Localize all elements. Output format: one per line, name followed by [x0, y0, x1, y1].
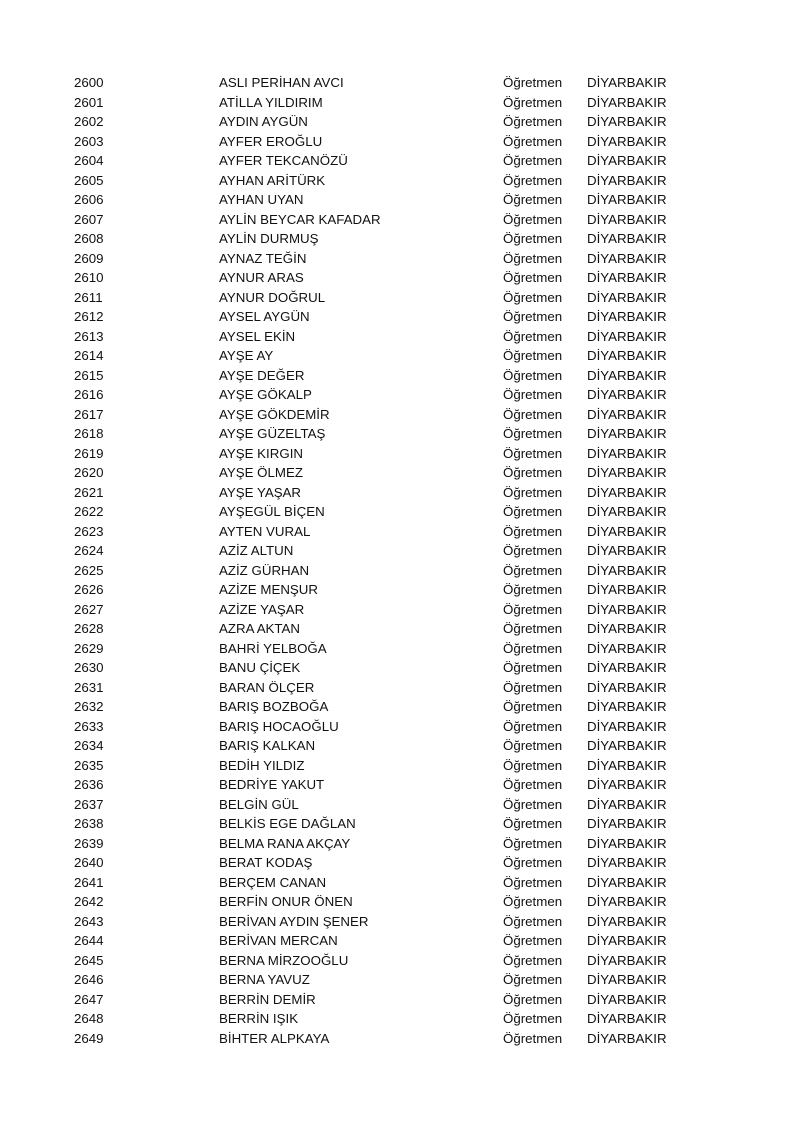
city-label: DİYARBAKIR	[587, 192, 667, 207]
list-row	[0, 229, 800, 249]
list-row	[0, 249, 800, 269]
row-number: 2612	[74, 309, 104, 324]
role-label: Öğretmen	[503, 94, 563, 110]
list-row	[0, 522, 800, 542]
role-label: Öğretmen	[503, 601, 563, 617]
city-label: DİYARBAKIR	[587, 660, 667, 675]
person-name: BERRİN DEMİR	[219, 991, 316, 1007]
list-row	[0, 814, 800, 834]
person-name: AYNUR ARAS	[219, 270, 304, 285]
person-name: AYŞEGÜL BİÇEN	[219, 504, 325, 519]
person-name: ASLI PERİHAN AVCI	[219, 75, 344, 90]
person-name: AYSEL EKİN	[219, 328, 296, 344]
row-number: 2646	[74, 972, 104, 987]
person-name: AYLİN DURMUŞ	[219, 231, 319, 246]
row-number: 2640	[74, 855, 104, 870]
row-number: 2648	[74, 1011, 104, 1026]
role-label: Öğretmen	[503, 367, 563, 383]
role-label: Öğretmen	[503, 621, 563, 636]
person-name: AYŞE DEĞER	[219, 367, 305, 383]
list-row	[0, 931, 800, 951]
role-label: Öğretmen	[503, 952, 563, 968]
city-label: DİYARBAKIR	[587, 835, 667, 851]
person-name: AYNAZ TEĞİN	[219, 250, 307, 266]
person-name: BAHRİ YELBOĞA	[219, 640, 327, 656]
person-name: AYŞE GÖKALP	[219, 387, 312, 402]
row-number: 2615	[74, 367, 104, 383]
row-number: 2632	[74, 699, 104, 714]
city-label: DİYARBAKIR	[587, 913, 667, 929]
person-name: AYŞE GÜZELTAŞ	[219, 426, 326, 441]
row-number: 2604	[74, 153, 104, 168]
city-label: DİYARBAKIR	[587, 679, 667, 695]
role-label: Öğretmen	[503, 270, 563, 285]
city-label: DİYARBAKIR	[587, 601, 667, 617]
list-row	[0, 132, 800, 152]
row-number: 2634	[74, 738, 104, 753]
row-number: 2605	[74, 172, 104, 188]
role-label: Öğretmen	[503, 289, 563, 305]
row-number: 2630	[74, 660, 104, 675]
role-label: Öğretmen	[503, 309, 563, 324]
city-label: DİYARBAKIR	[587, 133, 667, 149]
city-label: DİYARBAKIR	[587, 640, 667, 656]
list-row	[0, 970, 800, 990]
person-name: BERÇEM CANAN	[219, 874, 327, 890]
list-row	[0, 346, 800, 366]
role-label: Öğretmen	[503, 582, 563, 597]
role-label: Öğretmen	[503, 211, 563, 227]
city-label: DİYARBAKIR	[587, 328, 667, 344]
role-label: Öğretmen	[503, 562, 563, 578]
city-label: DİYARBAKIR	[587, 406, 667, 422]
person-name: BELMA RANA AKÇAY	[219, 835, 351, 851]
city-label: DİYARBAKIR	[587, 1011, 667, 1026]
role-label: Öğretmen	[503, 1011, 563, 1026]
role-label: Öğretmen	[503, 328, 563, 344]
city-label: DİYARBAKIR	[587, 484, 667, 500]
city-label: DİYARBAKIR	[587, 972, 667, 987]
list-row	[0, 853, 800, 873]
person-name: AZRA AKTAN	[219, 621, 301, 636]
person-name: BANU ÇİÇEK	[219, 660, 301, 675]
role-label: Öğretmen	[503, 699, 563, 714]
row-number: 2608	[74, 231, 104, 246]
role-label: Öğretmen	[503, 718, 563, 734]
row-number: 2616	[74, 387, 104, 402]
role-label: Öğretmen	[503, 133, 563, 149]
teacher-list	[0, 73, 800, 1048]
list-row	[0, 658, 800, 678]
person-name: AYŞE ÖLMEZ	[219, 465, 303, 480]
role-label: Öğretmen	[503, 972, 563, 987]
row-number: 2631	[74, 679, 104, 695]
row-number: 2635	[74, 757, 104, 773]
list-row	[0, 775, 800, 795]
row-number: 2623	[74, 523, 104, 539]
row-number: 2609	[74, 250, 104, 266]
city-label: DİYARBAKIR	[587, 289, 667, 305]
role-label: Öğretmen	[503, 445, 563, 461]
city-label: DİYARBAKIR	[587, 894, 667, 909]
row-number: 2642	[74, 894, 104, 909]
list-row	[0, 834, 800, 854]
person-name: BİHTER ALPKAYA	[219, 1030, 330, 1046]
person-name: BELKİS EGE DAĞLAN	[219, 816, 356, 831]
person-name: BEDİH YILDIZ	[219, 757, 305, 773]
person-name: BERAT KODAŞ	[219, 855, 313, 870]
role-label: Öğretmen	[503, 348, 563, 363]
row-number: 2645	[74, 952, 104, 968]
person-name: AYDIN AYGÜN	[219, 114, 308, 129]
row-number: 2624	[74, 543, 104, 558]
row-number: 2618	[74, 426, 104, 441]
person-name: AYŞE KIRGIN	[219, 445, 303, 461]
row-number: 2629	[74, 640, 104, 656]
role-label: Öğretmen	[503, 894, 563, 909]
city-label: DİYARBAKIR	[587, 562, 667, 578]
row-number: 2649	[74, 1030, 104, 1046]
city-label: DİYARBAKIR	[587, 523, 667, 539]
role-label: Öğretmen	[503, 504, 563, 519]
row-number: 2621	[74, 484, 104, 500]
list-row	[0, 73, 800, 93]
city-label: DİYARBAKIR	[587, 777, 667, 792]
row-number: 2626	[74, 582, 104, 597]
list-row	[0, 1029, 800, 1049]
person-name: BERFİN ONUR ÖNEN	[219, 894, 353, 909]
list-row	[0, 210, 800, 230]
city-label: DİYARBAKIR	[587, 991, 667, 1007]
row-number: 2625	[74, 562, 104, 578]
list-row	[0, 405, 800, 425]
city-label: DİYARBAKIR	[587, 699, 667, 714]
list-row	[0, 736, 800, 756]
list-row	[0, 951, 800, 971]
row-number: 2617	[74, 406, 104, 422]
list-row	[0, 366, 800, 386]
person-name: AYHAN UYAN	[219, 192, 304, 207]
person-name: AYSEL AYGÜN	[219, 309, 310, 324]
person-name: AZİZE MENŞUR	[219, 582, 318, 597]
city-label: DİYARBAKIR	[587, 153, 667, 168]
role-label: Öğretmen	[503, 933, 563, 948]
list-row	[0, 561, 800, 581]
person-name: BELGİN GÜL	[219, 796, 299, 812]
row-number: 2638	[74, 816, 104, 831]
list-row	[0, 288, 800, 308]
list-row	[0, 463, 800, 483]
row-number: 2637	[74, 796, 104, 812]
role-label: Öğretmen	[503, 406, 563, 422]
city-label: DİYARBAKIR	[587, 718, 667, 734]
role-label: Öğretmen	[503, 738, 563, 753]
city-label: DİYARBAKIR	[587, 582, 667, 597]
role-label: Öğretmen	[503, 231, 563, 246]
role-label: Öğretmen	[503, 777, 563, 792]
row-number: 2614	[74, 348, 104, 363]
city-label: DİYARBAKIR	[587, 738, 667, 753]
row-number: 2611	[74, 289, 103, 305]
row-number: 2607	[74, 211, 104, 227]
role-label: Öğretmen	[503, 913, 563, 929]
person-name: AZİZE YAŞAR	[219, 601, 305, 617]
row-number: 2636	[74, 777, 104, 792]
list-row	[0, 697, 800, 717]
city-label: DİYARBAKIR	[587, 465, 667, 480]
list-row	[0, 756, 800, 776]
row-number: 2622	[74, 504, 104, 519]
city-label: DİYARBAKIR	[587, 426, 667, 441]
role-label: Öğretmen	[503, 1030, 563, 1046]
row-number: 2647	[74, 991, 104, 1007]
person-name: AYŞE AY	[219, 348, 274, 363]
role-label: Öğretmen	[503, 874, 563, 890]
person-name: AYŞE YAŞAR	[219, 484, 302, 500]
row-number: 2603	[74, 133, 104, 149]
list-row	[0, 307, 800, 327]
role-label: Öğretmen	[503, 679, 563, 695]
role-label: Öğretmen	[503, 75, 563, 90]
row-number: 2639	[74, 835, 104, 851]
city-label: DİYARBAKIR	[587, 933, 667, 948]
person-name: AZİZ ALTUN	[219, 543, 294, 558]
person-name: BERİVAN AYDIN ŞENER	[219, 913, 369, 929]
person-name: BARIŞ HOCAOĞLU	[219, 718, 339, 734]
list-row	[0, 171, 800, 191]
person-name: BARIŞ BOZBOĞA	[219, 699, 329, 714]
city-label: DİYARBAKIR	[587, 445, 667, 461]
list-row	[0, 990, 800, 1010]
role-label: Öğretmen	[503, 855, 563, 870]
role-label: Öğretmen	[503, 192, 563, 207]
city-label: DİYARBAKIR	[587, 796, 667, 812]
city-label: DİYARBAKIR	[587, 621, 667, 636]
city-label: DİYARBAKIR	[587, 172, 667, 188]
person-name: ATİLLA YILDIRIM	[219, 94, 323, 110]
list-row	[0, 717, 800, 737]
role-label: Öğretmen	[503, 465, 563, 480]
role-label: Öğretmen	[503, 660, 563, 675]
person-name: BARIŞ KALKAN	[219, 738, 316, 753]
row-number: 2600	[74, 75, 104, 90]
person-name: AZİZ GÜRHAN	[219, 562, 310, 578]
row-number: 2627	[74, 601, 104, 617]
row-number: 2606	[74, 192, 104, 207]
person-name: BERNA YAVUZ	[219, 972, 310, 987]
list-row	[0, 151, 800, 171]
row-number: 2641	[74, 874, 104, 890]
city-label: DİYARBAKIR	[587, 270, 667, 285]
row-number: 2619	[74, 445, 104, 461]
row-number: 2643	[74, 913, 104, 929]
list-row	[0, 93, 800, 113]
person-name: BARAN ÖLÇER	[219, 679, 315, 695]
row-number: 2620	[74, 465, 104, 480]
person-name: AYFER EROĞLU	[219, 133, 323, 149]
city-label: DİYARBAKIR	[587, 387, 667, 402]
list-row	[0, 190, 800, 210]
city-label: DİYARBAKIR	[587, 94, 667, 110]
role-label: Öğretmen	[503, 816, 563, 831]
person-name: AYTEN VURAL	[219, 523, 311, 539]
person-name: AYHAN ARİTÜRK	[219, 172, 326, 188]
city-label: DİYARBAKIR	[587, 75, 667, 90]
list-row	[0, 1009, 800, 1029]
role-label: Öğretmen	[503, 250, 563, 266]
list-row	[0, 483, 800, 503]
role-label: Öğretmen	[503, 114, 563, 129]
city-label: DİYARBAKIR	[587, 874, 667, 890]
row-number: 2601	[74, 94, 104, 110]
city-label: DİYARBAKIR	[587, 1030, 667, 1046]
list-row	[0, 912, 800, 932]
list-row	[0, 424, 800, 444]
list-row	[0, 268, 800, 288]
city-label: DİYARBAKIR	[587, 348, 667, 363]
person-name: AYŞE GÖKDEMİR	[219, 406, 330, 422]
city-label: DİYARBAKIR	[587, 504, 667, 519]
role-label: Öğretmen	[503, 523, 563, 539]
list-row	[0, 600, 800, 620]
role-label: Öğretmen	[503, 543, 563, 558]
person-name: BEDRİYE YAKUT	[219, 777, 325, 792]
role-label: Öğretmen	[503, 484, 563, 500]
row-number: 2613	[74, 328, 104, 344]
city-label: DİYARBAKIR	[587, 309, 667, 324]
city-label: DİYARBAKIR	[587, 114, 667, 129]
role-label: Öğretmen	[503, 835, 563, 851]
city-label: DİYARBAKIR	[587, 543, 667, 558]
city-label: DİYARBAKIR	[587, 250, 667, 266]
role-label: Öğretmen	[503, 153, 563, 168]
list-row	[0, 385, 800, 405]
city-label: DİYARBAKIR	[587, 952, 667, 968]
list-row	[0, 873, 800, 893]
list-row	[0, 892, 800, 912]
role-label: Öğretmen	[503, 757, 563, 773]
row-number: 2602	[74, 114, 104, 129]
person-name: AYNUR DOĞRUL	[219, 289, 326, 305]
list-row	[0, 619, 800, 639]
row-number: 2633	[74, 718, 104, 734]
role-label: Öğretmen	[503, 387, 563, 402]
role-label: Öğretmen	[503, 426, 563, 441]
city-label: DİYARBAKIR	[587, 816, 667, 831]
city-label: DİYARBAKIR	[587, 211, 667, 227]
list-row	[0, 444, 800, 464]
person-name: AYFER TEKCANÖZÜ	[219, 153, 348, 168]
list-row	[0, 541, 800, 561]
city-label: DİYARBAKIR	[587, 855, 667, 870]
list-row	[0, 639, 800, 659]
role-label: Öğretmen	[503, 640, 563, 656]
list-row	[0, 580, 800, 600]
list-row	[0, 795, 800, 815]
list-row	[0, 502, 800, 522]
list-row	[0, 112, 800, 132]
row-number: 2628	[74, 621, 104, 636]
person-name: BERNA MİRZOOĞLU	[219, 952, 349, 968]
role-label: Öğretmen	[503, 172, 563, 188]
city-label: DİYARBAKIR	[587, 231, 667, 246]
person-name: BERRİN IŞIK	[219, 1011, 299, 1026]
city-label: DİYARBAKIR	[587, 367, 667, 383]
role-label: Öğretmen	[503, 991, 563, 1007]
city-label: DİYARBAKIR	[587, 757, 667, 773]
row-number: 2644	[74, 933, 104, 948]
person-name: BERİVAN MERCAN	[219, 933, 338, 948]
person-name: AYLİN BEYCAR KAFADAR	[219, 211, 381, 227]
list-row	[0, 327, 800, 347]
role-label: Öğretmen	[503, 796, 563, 812]
list-row	[0, 678, 800, 698]
row-number: 2610	[74, 270, 104, 285]
